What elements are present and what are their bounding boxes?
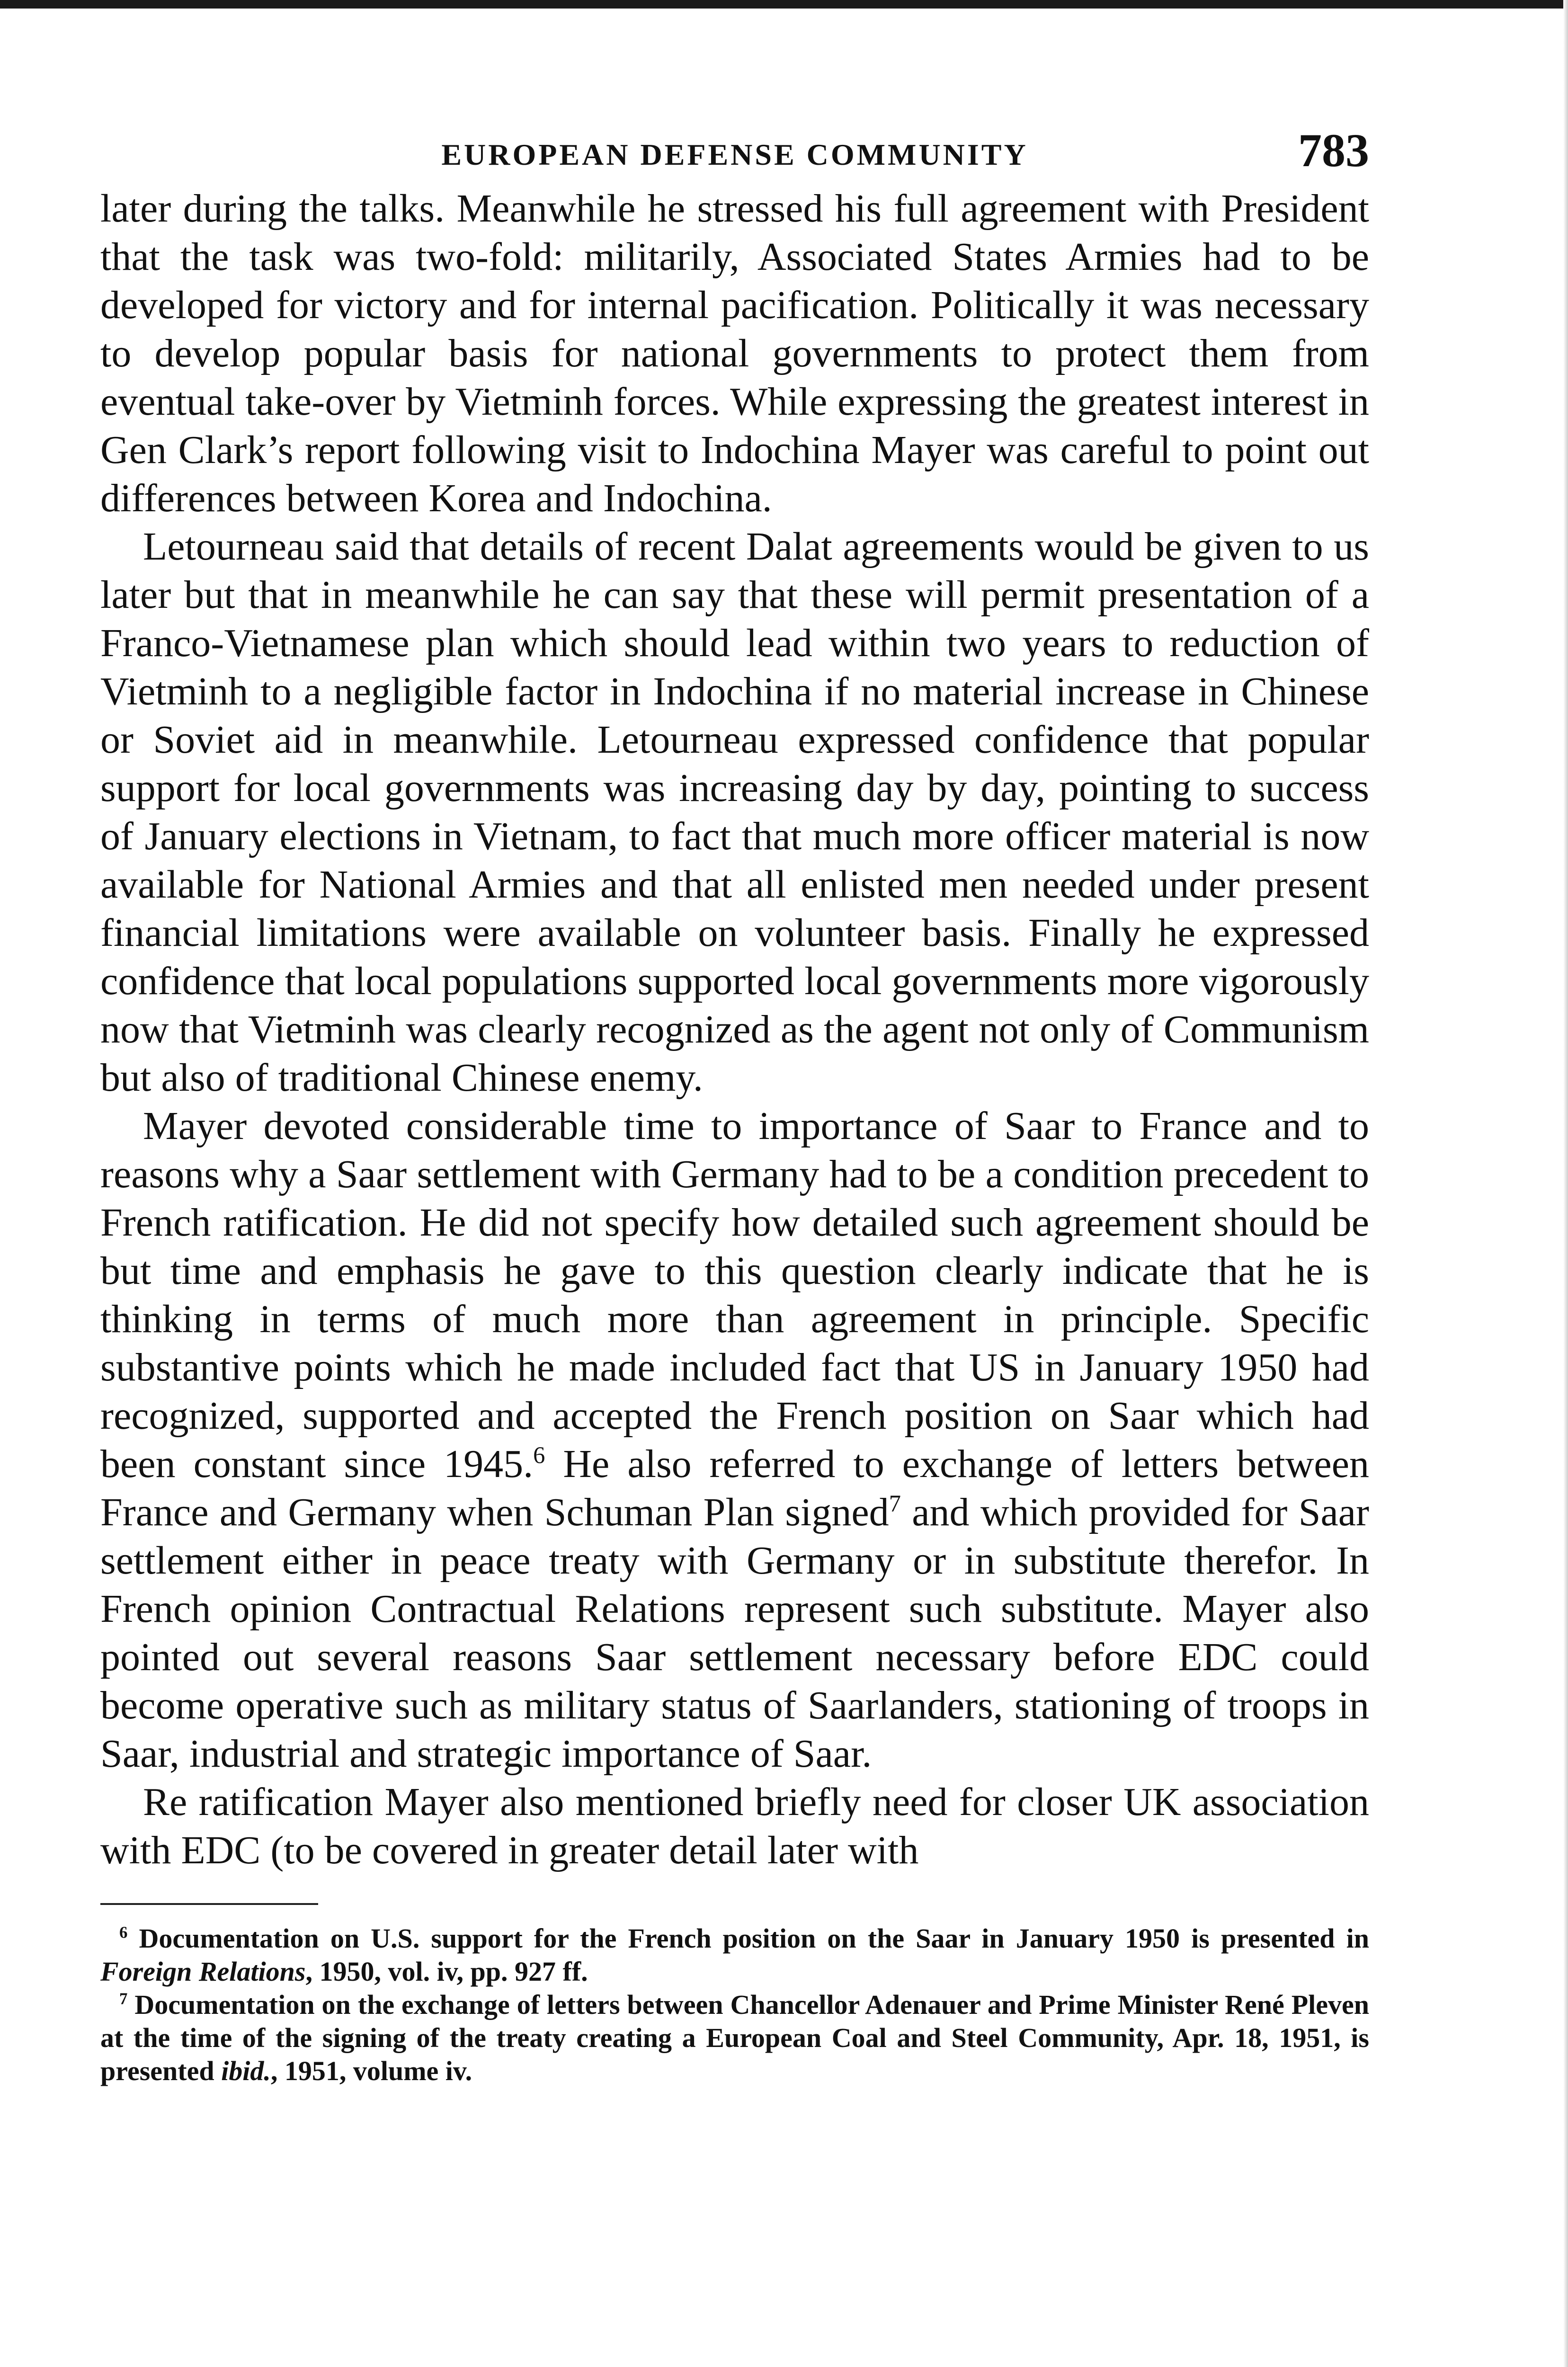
footnote-ref-6[interactable]: 6 — [533, 1442, 545, 1468]
paragraph-3-part-3: and which provided for Saar settlement either in peace treaty with Germany or in substitute therefor. In French opinion Contractual Relations represent such substitute. Mayer also pointed out several reasons Saar settlement necessary before EDC could become operative such as military status of Saarlanders, stationing of troops in Saar, industrial and strategic importance of Saar. — [100, 1490, 1369, 1776]
paragraph-3 — [100, 1102, 1369, 1778]
footnote-ref-7[interactable]: 7 — [889, 1490, 901, 1517]
footnote-6-marker: 6 — [119, 1923, 128, 1942]
footnote-6-text-a: Documentation on U.S. support for the French position on the Saar in January 1950 is presented in — [139, 1923, 1369, 1954]
page-header — [100, 109, 1369, 185]
footnote-7-marker: 7 — [119, 1989, 128, 2008]
footnote-rule — [100, 1903, 318, 1905]
footnote-7-italic: ibid. — [221, 2056, 271, 2086]
footnotes — [100, 1922, 1369, 2088]
footnote-7-text-a: Documentation on the exchange of letters between Chancellor Adenauer and Prime Minister René Pleven at the time of the signing of the treaty creating a European Coal and Steel Community, Apr. 18, 1951, is presented — [100, 1989, 1369, 2086]
footnote-7-text-b: , 1951, volume iv. — [270, 2056, 472, 2086]
footnote-6 — [100, 1922, 1369, 1988]
paragraph-1: later during the talks. Meanwhile he stressed his full agreement with President that the task was two-fold: militarily, Associated States Armies had to be developed for victory and for internal pacification. Politically it was necessary to develop popular basis for national governments to protect them from eventual take-over by Vietminh forces. While expressing the greatest interest in Gen Clark’s report following visit to Indochina Mayer was careful to point out differences between Korea and Indochina. — [100, 187, 1369, 520]
page-edge-shadow — [1563, 0, 1568, 2367]
page — [100, 109, 1369, 2088]
body-text — [100, 185, 1369, 1875]
footnote-6-text-b: , 1950, vol. iv, pp. 927 ff. — [305, 1956, 588, 1987]
paragraph-4: Re ratification Mayer also mentioned briefly need for closer UK association with EDC (to be covered in greater detail later with — [100, 1780, 1369, 1872]
footnote-6-italic: Foreign Relations — [100, 1956, 306, 1987]
page-number: 783 — [1298, 124, 1369, 177]
running-head: EUROPEAN DEFENSE COMMUNITY — [441, 138, 1028, 171]
top-edge-rule — [0, 0, 1568, 9]
paragraph-3-part-1: Mayer devoted considerable time to importance of Saar to France and to reasons why a Saar settlement with Germany had to be a condition precedent to French ratification. He did not specify how detailed such agreement should be but time and emphasis he gave to this question clearly indicate that he is thinking in terms of much more than agreement in principle. Specific substantive points which he made included fact that US in January 1950 had recognized, supported and accepted the French position on Saar which had been constant since 1945. — [100, 1104, 1369, 1486]
paragraph-2: Letourneau said that details of recent Dalat agreements would be given to us later but that in meanwhile he can say that these will permit presentation of a Franco-Vietnamese plan which should lead within two years to reduction of Vietminh to a negligible factor in Indochina if no material increase in Chinese or Soviet aid in meanwhile. Letourneau expressed confidence that popular support for local governments was increasing day by day, pointing to success of January elections in Vietnam, to fact that much more officer material is now available for National Armies and that all enlisted men needed under present financial limitations were available on volunteer basis. Finally he expressed confidence that local populations supported local governments more vigorously now that Vietminh was clearly recognized as the agent not only of Communism but also of traditional Chinese enemy. — [100, 525, 1369, 1100]
paragraph-3-part-2: He also referred to exchange of letters between France and Germany when Schuman Plan signed — [100, 1442, 1369, 1534]
footnote-7 — [100, 1988, 1369, 2088]
